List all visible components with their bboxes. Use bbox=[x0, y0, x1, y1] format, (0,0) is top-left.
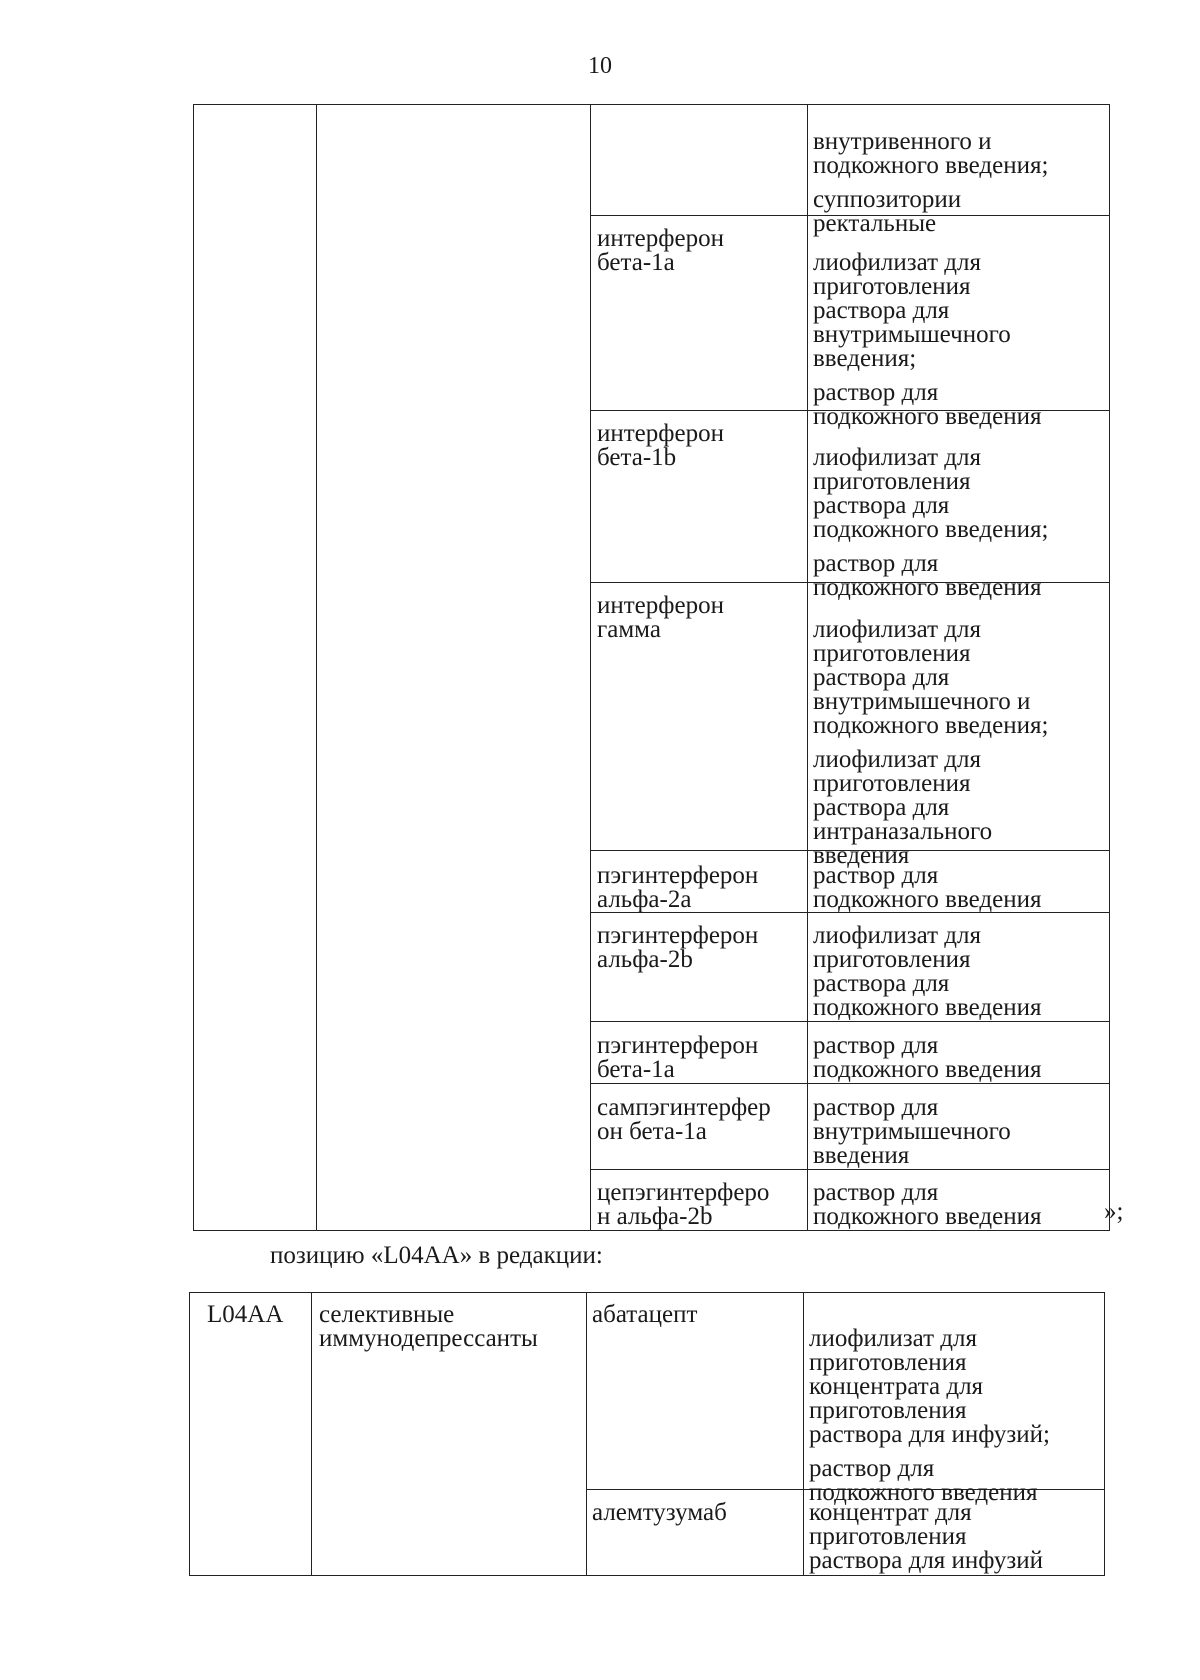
table-border-right bbox=[1109, 104, 1110, 1230]
table-border-bottom bbox=[193, 1230, 1110, 1231]
drug-name: сампэгинтерфер он бета-1a bbox=[597, 1094, 771, 1145]
row-divider bbox=[590, 1169, 1110, 1170]
row-divider bbox=[590, 1021, 1110, 1022]
dosage-form: раствор для подкожного введения bbox=[813, 1032, 1042, 1083]
position-heading: позицию «L04AA» в редакции: bbox=[270, 1242, 603, 1269]
table-row bbox=[813, 594, 1048, 868]
table-col-divider-3 bbox=[803, 1292, 804, 1575]
dosage-form: лиофилизат для приготовления раствора для интраназального введения bbox=[813, 746, 993, 869]
drug-name: пэгинтерферон альфа-2a bbox=[597, 862, 759, 913]
dosage-form: суппозитории ректальные bbox=[813, 186, 962, 237]
drug-name: цепэгинтерферо н альфа-2b bbox=[597, 1179, 770, 1230]
drug-name: абатацепт bbox=[592, 1301, 698, 1328]
dosage-form: лиофилизат для приготовления раствора для подкожного введения bbox=[813, 922, 1042, 1021]
table-row bbox=[813, 106, 1048, 236]
atc-code: L04AA bbox=[207, 1301, 284, 1328]
table-row bbox=[813, 422, 1048, 600]
table-border-bottom bbox=[189, 1575, 1105, 1576]
dosage-form: раствор для подкожного введения bbox=[813, 862, 1042, 913]
dosage-form: внутривенного и подкожного введения; bbox=[813, 128, 1049, 179]
dosage-form: раствор для внутримышечного введения bbox=[813, 1094, 1011, 1169]
table-col-divider-2 bbox=[590, 104, 591, 1230]
table-border-left bbox=[189, 1292, 190, 1575]
page-number: 10 bbox=[588, 53, 612, 79]
table-col-divider-1 bbox=[316, 104, 317, 1230]
dosage-form: лиофилизат для приготовления раствора для подкожного введения; bbox=[813, 444, 1049, 543]
drug-name: интерферон бета-1b bbox=[597, 420, 724, 471]
table-col-divider-1 bbox=[311, 1292, 312, 1575]
dosage-form: лиофилизат для приготовления раствора для внутримышечного введения; bbox=[813, 249, 1011, 372]
drug-name: интерферон гамма bbox=[597, 592, 724, 643]
dosage-form: лиофилизат для приготовления концентрата для приготовления раствора для инфузий; bbox=[809, 1325, 1050, 1448]
dosage-form: лиофилизат для приготовления раствора для внутримышечного и подкожного введения; bbox=[813, 616, 1049, 739]
dosage-form: раствор для подкожного введения bbox=[809, 1455, 1038, 1506]
dosage-form: раствор для подкожного введения bbox=[813, 1179, 1042, 1230]
table-col-divider-2 bbox=[586, 1292, 587, 1575]
table-col-divider-3 bbox=[807, 104, 808, 1230]
closing-quote: »; bbox=[1104, 1198, 1124, 1225]
table-border-left bbox=[193, 104, 194, 1230]
drug-name: пэгинтерферон бета-1a bbox=[597, 1032, 759, 1083]
table-border-top bbox=[189, 1292, 1105, 1293]
dosage-form: раствор для подкожного введения bbox=[813, 550, 1042, 601]
dosage-form: концентрат для приготовления раствора для инфузий bbox=[809, 1499, 1044, 1574]
table-row bbox=[809, 1303, 1050, 1505]
dosage-form: раствор для подкожного введения bbox=[813, 379, 1042, 430]
table-border-right bbox=[1104, 1292, 1105, 1575]
table-row bbox=[813, 227, 1041, 429]
row-divider bbox=[590, 1083, 1110, 1084]
drug-name: интерферон бета-1a bbox=[597, 225, 724, 276]
table-border-top bbox=[193, 104, 1110, 105]
group-name: селективные иммунодепрессанты bbox=[319, 1301, 538, 1352]
drug-name: алемтузумаб bbox=[592, 1499, 727, 1526]
drug-name: пэгинтерферон альфа-2b bbox=[597, 922, 759, 973]
